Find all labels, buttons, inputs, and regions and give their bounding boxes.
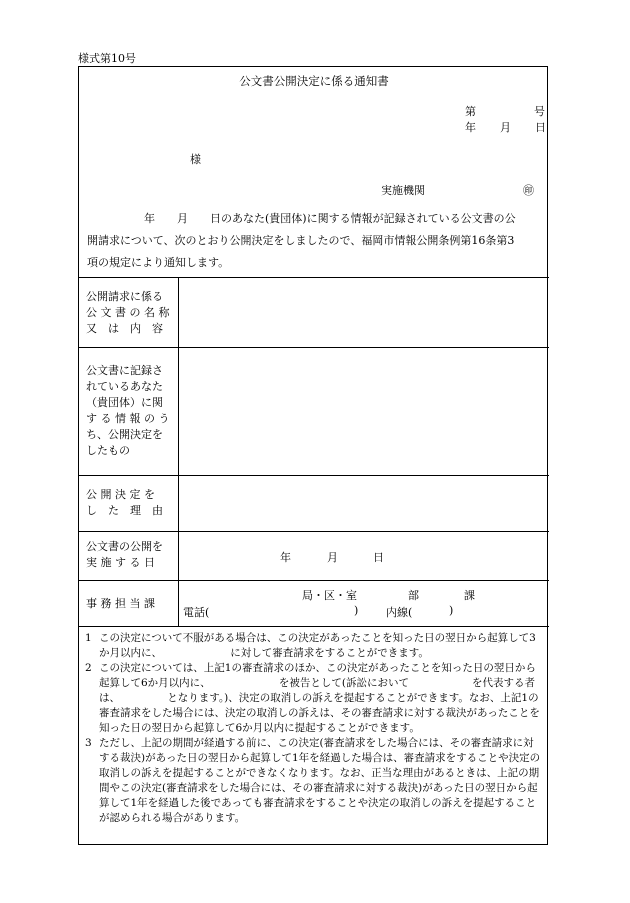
row-divider: [79, 580, 549, 581]
form-number: 様式第10号: [78, 52, 136, 65]
row-divider: [79, 347, 549, 348]
doc-number-prefix: 第: [465, 105, 476, 118]
row-divider: [79, 626, 549, 627]
row-divider: [79, 277, 549, 278]
note-item: 2 この決定については、上記1の審査請求のほか、この決定があったことを知った日の翌日から起算して6か月以内に、 を被告として(訴訟において を代表する者は、 となります。)、決定の取消しの訴えを提起することができます。なお、上記1の審査請求をした場合には、決定の取消しの訴えは、その審査請求に対する裁決があったことを知った日の翌日から起算して6か月以内に提起することができます。: [85, 662, 540, 734]
contact-label: 事 務 担 当 課: [86, 597, 155, 610]
addressee-honorific: 様: [190, 153, 201, 166]
reason-label: 公 開 決 定 を し た 理 由: [86, 488, 163, 517]
disclosure-day: 日: [373, 551, 384, 564]
row-divider: [79, 531, 549, 532]
form-title: 公文書公開決定に係る通知書: [239, 74, 389, 88]
disclosure-month: 月: [327, 551, 338, 564]
date-year: 年: [465, 121, 476, 134]
intro-line-2: 開請求について、次のとおり公開決定をしましたので、福岡市情報公開条例第16条第3: [87, 234, 515, 247]
phone-label: 電話(: [183, 606, 210, 619]
issuer-label: 実施機関: [381, 184, 425, 197]
phone-close: ): [354, 604, 359, 617]
doc-number-suffix: 号: [534, 105, 545, 118]
document-name-label: 公開請求に係る 公 文 書 の 名 称 又 は 内 容: [86, 290, 170, 335]
extension-close: ): [449, 604, 454, 617]
disclosure-year: 年: [280, 551, 291, 564]
intro-line-3: 項の規定により通知します。: [87, 256, 230, 269]
note-item: 1 この決定について不服がある場合は、この決定があったことを知った日の翌日から起算して3か月以内に、 に対して審査請求をすることができます。: [85, 632, 536, 659]
date-month: 月: [500, 121, 511, 134]
notes-section: [85, 631, 543, 826]
column-divider: [178, 277, 179, 626]
contact-department: 部: [408, 589, 419, 602]
extension-label: 内線(: [386, 606, 413, 619]
contact-section: 課: [464, 589, 475, 602]
disclosure-date-label: 公文書の公開を 実 施 す る 日: [86, 540, 163, 569]
note-item: 3 ただし、上記の期間が経過する前に、この決定(審査請求をした場合には、その審査請求に対する裁決)があった日の翌日から起算して1年を経過した場合は、審査請求をすることや決定の取消しの訴えを提起することができなくなります。なお、正当な理由があるときは、上記の期間やこの決定(審査請求をした場合には、その審査請求に対する裁決)があった日の翌日から起算して1年を経過した後であっても審査請求をすることや決定の取消しの訴えを提起することが認められる場合があります。: [85, 737, 541, 824]
notice-form: [78, 66, 548, 845]
row-divider: [79, 475, 549, 476]
contact-bureau: 局・区・室: [302, 589, 357, 602]
personal-info-label: 公文書に記録さ れているあなた （貴団体）に関 す る 情 報 の う ち、公開決定を したもの: [86, 364, 170, 457]
date-day: 日: [535, 121, 546, 134]
seal-mark: ㊞: [523, 184, 534, 197]
intro-line-1: 年 月 日のあなた(貴団体)に関する情報が記録されている公文書の公: [144, 212, 516, 225]
intro-text: [87, 208, 542, 274]
